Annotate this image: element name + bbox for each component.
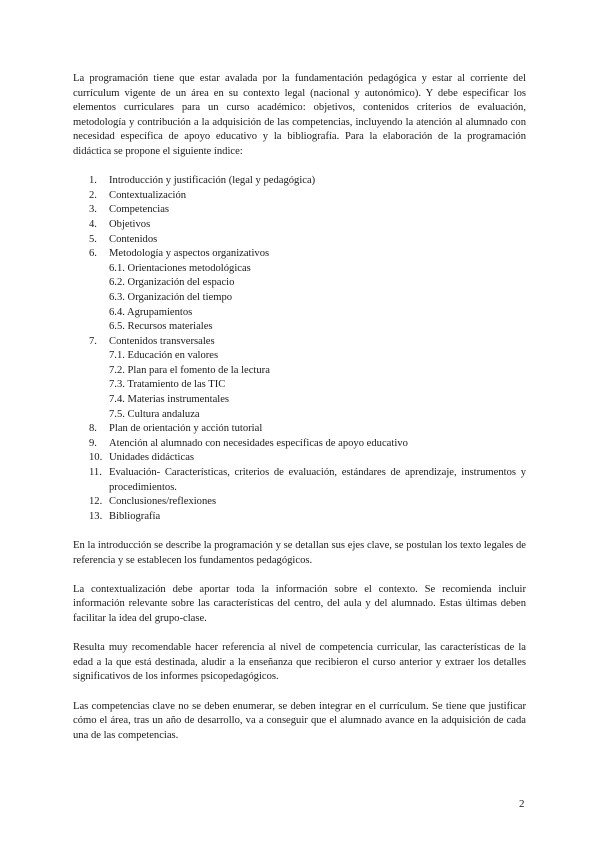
toc-entry bbox=[73, 335, 526, 423]
toc-item-number: 11. bbox=[89, 467, 102, 479]
toc-entry bbox=[73, 247, 526, 335]
toc-item bbox=[73, 189, 526, 204]
toc-subitem: 6.2. Organización del espacio bbox=[109, 277, 235, 289]
toc-subitem: 7.5. Cultura andaluza bbox=[109, 408, 200, 420]
toc-item-number: 12. bbox=[89, 496, 103, 508]
toc-item-label: Contenidos bbox=[109, 233, 158, 245]
toc-item bbox=[73, 335, 526, 350]
toc-item-number: 6. bbox=[89, 248, 97, 260]
intro-paragraph: La programación tiene que estar avalada por la fundamentación pedagógica y estar al corriente del currículum vigente de un área en su contexto legal (nacional y autonómico). Y debe especificar los elementos curriculares para un curso académico: objetivos, contenidos criterios de evaluación, metodología y contribución a la adquisición de las competencias, incluyendo la atención al alumnado con necesidad específica de apoyo educativo y la bibliografía. Para la elaboración de la programación didáctica se propone el siguiente índice: bbox=[73, 73, 526, 157]
toc-subitem: 6.3. Organización del tiempo bbox=[109, 291, 233, 303]
toc-item-label: Atención al alumnado con necesidades específicas de apoyo educativo bbox=[109, 437, 408, 449]
toc-subitem: 6.4. Agrupamientos bbox=[109, 306, 193, 318]
toc-item bbox=[73, 233, 526, 248]
toc-item-label: Plan de orientación y acción tutorial bbox=[109, 423, 263, 435]
toc-item-number: 2. bbox=[89, 189, 97, 201]
toc-entry bbox=[73, 510, 526, 525]
toc-item-number: 8. bbox=[89, 423, 97, 435]
toc-entry bbox=[73, 422, 526, 437]
paragraph-contextualizacion: La contextualización debe aportar toda la información sobre el contexto. Se recomienda incluir información relevante sobre las características del centro, del aula y del alumnado. Estas últimas deben facilitar la idea del grupo-clase. bbox=[73, 583, 526, 624]
page-content bbox=[73, 72, 526, 743]
toc-subitem: 7.1. Educación en valores bbox=[109, 350, 219, 362]
toc-item bbox=[73, 218, 526, 233]
toc-item-number: 3. bbox=[89, 204, 97, 216]
toc-entry bbox=[73, 174, 526, 189]
toc-item-number: 9. bbox=[89, 437, 97, 449]
toc-item-number: 13. bbox=[89, 510, 103, 522]
toc-item bbox=[73, 451, 526, 466]
toc-item bbox=[73, 466, 526, 495]
toc-item-label: Metodología y aspectos organizativos bbox=[109, 248, 270, 260]
paragraph-introduccion: En la introducción se describe la programación y se detallan sus ejes clave, se postulan los texto legales de referencia y se establecen los fundamentos pedagógicos. bbox=[73, 540, 526, 566]
toc-item-label: Introducción y justificación (legal y pedagógica) bbox=[109, 175, 316, 187]
paragraph-competencias-clave: Las competencias clave no se deben enumerar, se deben integrar en el currículum. Se tiene que justificar cómo el área, tras un año de desarrollo, va a conseguir que el alumnado avance en la adquisición de cada una de las competencias. bbox=[73, 700, 526, 741]
toc-item-number: 10. bbox=[89, 452, 103, 464]
toc-item bbox=[73, 437, 526, 452]
toc-item-number: 1. bbox=[89, 175, 97, 187]
toc-item-label: Competencias bbox=[109, 204, 170, 216]
toc-item-label: Objetivos bbox=[109, 218, 151, 230]
toc-item-label: Contextualización bbox=[109, 189, 187, 201]
toc-item bbox=[73, 422, 526, 437]
toc-item bbox=[73, 510, 526, 525]
toc-item-label: Unidades didácticas bbox=[109, 452, 195, 464]
toc-item-number: 5. bbox=[89, 233, 97, 245]
paragraph-competencia-curricular: Resulta muy recomendable hacer referencia al nivel de competencia curricular, las características de la edad a la que está destinada, aludir a la enseñanza que recibieron el curso anterior y extraer los detalles significativos de los informes psicopedagógicos. bbox=[73, 642, 526, 683]
toc-item-number: 7. bbox=[89, 335, 97, 347]
toc-entry bbox=[73, 495, 526, 510]
toc-subitem: 7.2. Plan para el fomento de la lectura bbox=[109, 364, 270, 376]
toc-item-number: 4. bbox=[89, 218, 97, 230]
toc-entry bbox=[73, 451, 526, 466]
toc-subitem: 6.1. Orientaciones metodológicas bbox=[109, 262, 251, 274]
toc-entry bbox=[73, 189, 526, 204]
toc-subitem: 7.4. Materias instrumentales bbox=[109, 394, 230, 406]
toc-item-label: Bibliografía bbox=[109, 510, 161, 522]
body-paragraphs bbox=[73, 539, 526, 743]
toc-item-label: Contenidos transversales bbox=[109, 335, 215, 347]
toc-entry bbox=[73, 203, 526, 218]
toc-item bbox=[73, 203, 526, 218]
toc-entry bbox=[73, 466, 526, 495]
toc-sublist bbox=[73, 262, 526, 335]
page-number: 2 bbox=[519, 798, 525, 810]
toc-subitem: 6.5. Recursos materiales bbox=[109, 321, 213, 333]
toc-subitem: 7.3. Tratamiento de las TIC bbox=[109, 379, 226, 391]
toc-entry bbox=[73, 233, 526, 248]
toc-item-label: Evaluación- Características, criterios de evaluación, estándares de aprendizaje, instrumentos y procedimientos. bbox=[109, 467, 526, 493]
toc-sublist bbox=[73, 349, 526, 422]
toc-entry bbox=[73, 437, 526, 452]
toc-item bbox=[73, 495, 526, 510]
toc-item bbox=[73, 174, 526, 189]
toc-entry bbox=[73, 218, 526, 233]
toc-item bbox=[73, 247, 526, 262]
toc-item-label: Conclusiones/reflexiones bbox=[109, 496, 217, 508]
table-of-contents bbox=[73, 174, 526, 524]
